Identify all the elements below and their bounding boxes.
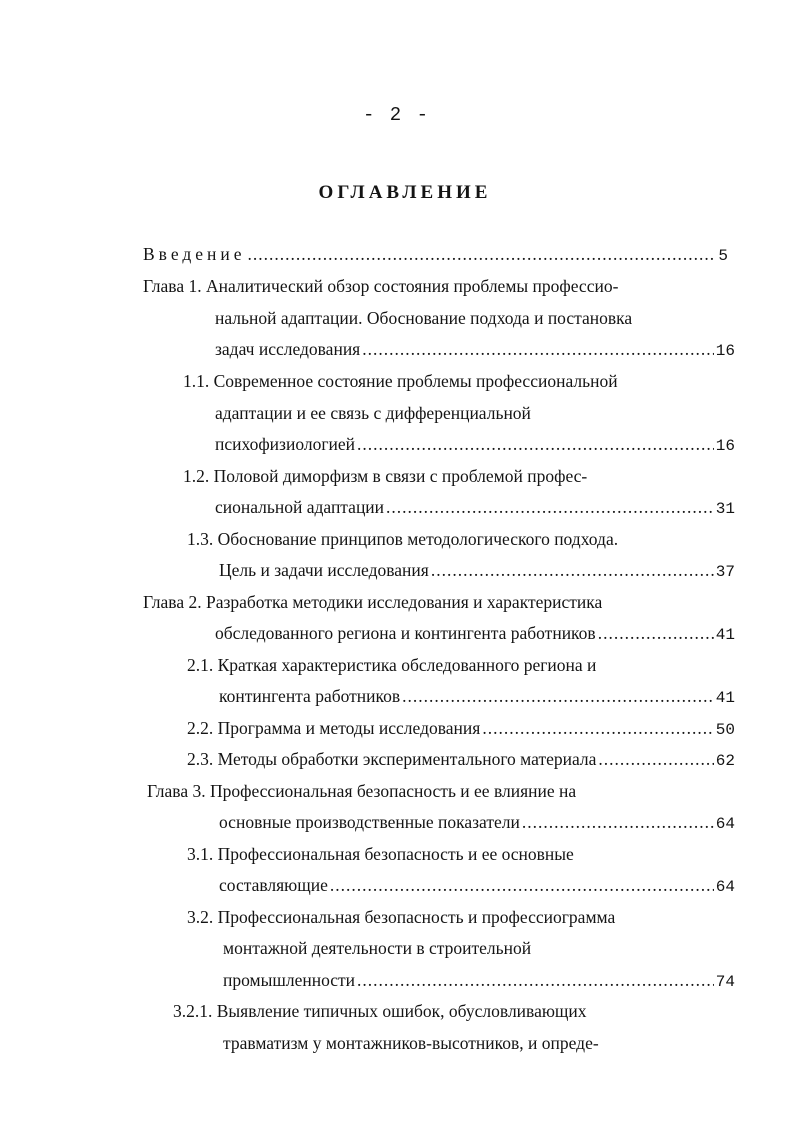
toc-chapter-1-line-2: нальной адаптации. Обоснование подхода и постановка	[215, 308, 633, 328]
toc-entry-text: задач исследования	[215, 339, 361, 359]
toc-entry-text: Введение	[143, 244, 246, 264]
toc-chapter-2-line-1: Глава 2. Разработка методики исследования и характеристика	[143, 592, 603, 612]
toc-page-number: 62	[715, 752, 735, 770]
toc-entry-text: обследованного региона и контингента работников	[215, 623, 596, 643]
toc-page-number: 64	[715, 878, 735, 896]
toc-entry-section-2-2[interactable]	[187, 716, 735, 740]
toc-section-1-1-line-1: 1.1. Современное состояние проблемы профессиональной	[183, 371, 618, 391]
toc-entry-section-1-3[interactable]	[219, 558, 735, 582]
toc-chapter-3-line-1: Глава 3. Профессиональная безопасность и ее влияние на	[147, 781, 577, 801]
leader-dots	[598, 621, 714, 645]
toc-entry-text: 2.3. Методы обработки экспериментального материала	[187, 749, 597, 769]
toc-page-number: 37	[715, 563, 735, 581]
leader-dots	[357, 432, 714, 456]
toc-entry-text: составляющие	[219, 875, 328, 895]
leader-dots	[522, 810, 714, 834]
toc-section-3-2-line-1: 3.2. Профессиональная безопасность и профессиограмма	[187, 907, 616, 927]
toc-entry-text: промышленности	[223, 970, 356, 990]
toc-page-number: 64	[715, 815, 735, 833]
toc-entry-section-2-3[interactable]	[187, 747, 735, 771]
toc-section-3-2-line-2: монтажной деятельности в строительной	[223, 938, 532, 958]
leader-dots	[330, 873, 714, 897]
leader-dots	[482, 716, 713, 740]
toc-entry-chapter-2[interactable]	[215, 621, 735, 645]
toc-entry-section-3-1[interactable]	[219, 873, 735, 897]
toc-entry-section-1-1[interactable]	[215, 432, 735, 456]
toc-entry-chapter-1[interactable]	[215, 337, 735, 361]
toc-section-1-1-line-2: адаптации и ее связь с дифференциальной	[215, 403, 531, 423]
toc-page-number: 41	[715, 689, 735, 707]
toc-section-2-1-line-1: 2.1. Краткая характеристика обследованного региона и	[187, 655, 597, 675]
leader-dots	[386, 495, 714, 519]
leader-dots	[431, 558, 714, 582]
toc-entry-chapter-3[interactable]	[219, 810, 735, 834]
toc-page-number: 16	[715, 437, 735, 455]
leader-dots	[362, 337, 714, 361]
toc-entry-section-1-2[interactable]	[215, 495, 735, 519]
toc-entry-text: Цель и задачи исследования	[219, 560, 429, 580]
toc-section-3-2-1-line-1: 3.2.1. Выявление типичных ошибок, обусловливающих	[173, 1001, 587, 1021]
toc-section-1-3-line-1: 1.3. Обоснование принципов методологического подхода.	[187, 529, 619, 549]
leader-dots	[598, 747, 713, 771]
toc-entry-section-2-1[interactable]	[219, 684, 735, 708]
toc-entry-text: основные производственные показатели	[219, 812, 520, 832]
toc-section-3-1-line-1: 3.1. Профессиональная безопасность и ее основные	[187, 844, 574, 864]
toc-entry-text: психофизиологией	[215, 434, 355, 454]
toc-chapter-1-line-1: Глава 1. Аналитический обзор состояния проблемы профессио-	[143, 276, 619, 296]
toc-page-number: 5	[718, 247, 728, 265]
toc-title: ОГЛАВЛЕНИЕ	[318, 182, 492, 203]
toc-section-3-2-1-line-2: травматизм у монтажников-высотников, и опреде-	[223, 1033, 599, 1053]
toc-page-number: 50	[715, 721, 735, 739]
leader-dots	[248, 242, 717, 266]
page-number: - 2 -	[362, 104, 430, 126]
toc-section-1-2-line-1: 1.2. Половой диморфизм в связи с проблемой профес-	[183, 466, 588, 486]
toc-page-number: 16	[715, 342, 735, 360]
toc-entry-text: сиональной адаптации	[215, 497, 385, 517]
leader-dots	[402, 684, 714, 708]
toc-entry-text: 2.2. Программа и методы исследования	[187, 718, 481, 738]
toc-entry-text: контингента работников	[219, 686, 401, 706]
toc-page-number: 74	[715, 973, 735, 991]
toc-page-number: 31	[715, 500, 735, 518]
toc-entry-intro[interactable]	[143, 242, 728, 266]
leader-dots	[357, 968, 714, 992]
toc-page-number: 41	[715, 626, 735, 644]
toc-entry-section-3-2[interactable]	[223, 968, 735, 992]
